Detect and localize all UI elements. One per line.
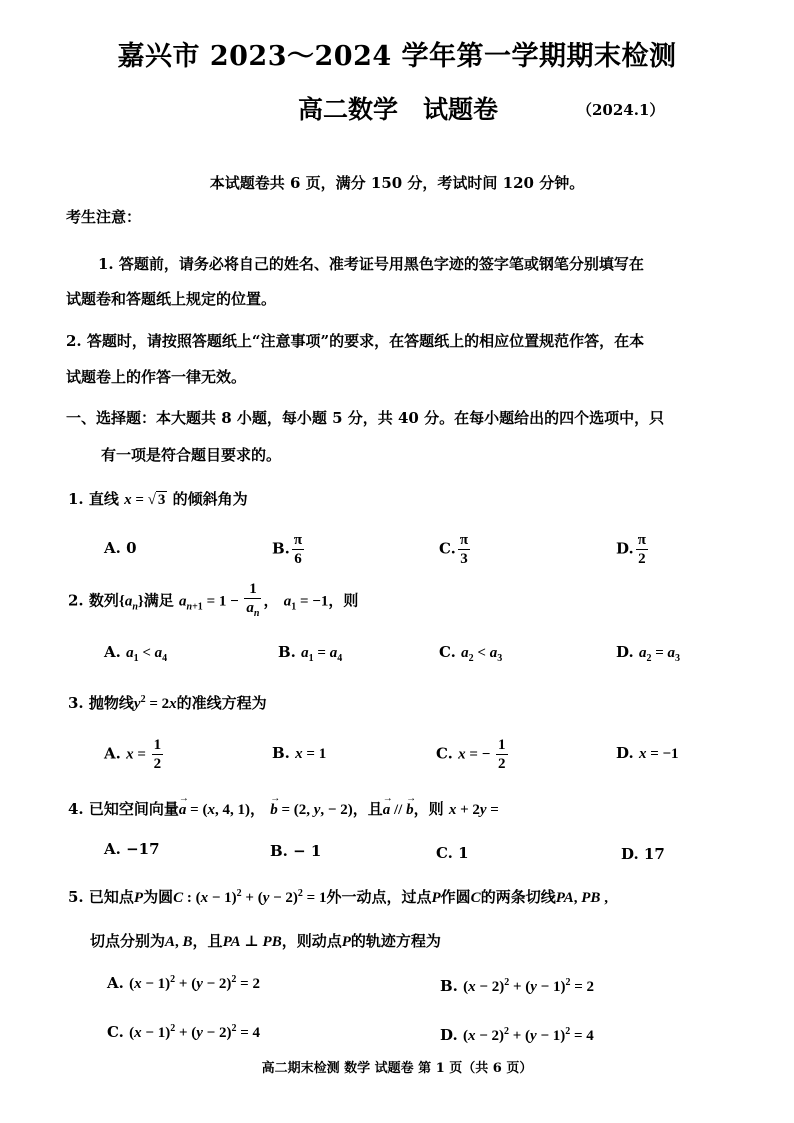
q1-option-b: B. $\frac{\pi}{6}$ [272, 532, 303, 567]
section-1-heading-cont: 有一项是符合题目要求的。 [101, 446, 282, 464]
q4-option-c: C. 1 [436, 844, 469, 862]
notice-1-line-1: 1. 答题前，请务必将自己的姓名、准考证号用黑色字迹的签字笔或钢笔分别填写在 [98, 255, 644, 273]
question-2: 2. 数列$\{a_n\}$满足 $a_{n+1} = 1$ − $\frac{1}{a_n}$ ， $a_1 = -1$，则 [68, 581, 359, 619]
section-1-heading: 一、选择题：本大题共 8 小题，每小题 5 分，共 40 分。在每小题给出的四个选项中，只 [66, 409, 665, 427]
page-title: 嘉兴市 2023～2024 学年第一学期期末检测 [117, 41, 677, 72]
q5-option-d: D. $(x - 2)^2 + (y - 1)^2 = 4$ [440, 1026, 594, 1044]
q3-option-d: D. x = −1 [616, 744, 679, 762]
q4-option-d: D. 17 [621, 845, 665, 863]
q3-option-c: C. x = − $\frac{1}{2}$ [436, 737, 506, 772]
page-subtitle: 高二数学 试题卷 [298, 95, 499, 124]
q2-option-a: A. $a_1 < a_4$ [104, 643, 168, 664]
q5-option-a: A. $(x - 1)^2 + (y - 2)^2 = 2$ [107, 974, 260, 992]
q1-option-c: C. $\frac{\pi}{3}$ [439, 532, 469, 567]
question-5: 5. 已知点P为圆C : $(x - 1)^2 + (y - 2)^2 = 1$外一动点，过点P作圆C的两条切线PA, PB , [68, 888, 608, 906]
exam-date: （2024.1） [577, 101, 665, 119]
notice-heading: 考生注意： [66, 208, 142, 226]
intro-text: 本试题卷共 6 页，满分 150 分，考试时间 120 分钟。 [209, 174, 585, 192]
q2-option-d: D. $a_2 = a_3$ [616, 643, 680, 664]
q5-option-b: B. $(x - 2)^2 + (y - 1)^2 = 2$ [440, 977, 595, 995]
q1-option-a: A. 0 [104, 539, 137, 557]
question-3: 3. 抛物线$y^2 = 2x$的准线方程为 [68, 694, 267, 712]
page-footer: 高二期末检测 数学 试题卷 第 1 页（共 6 页） [261, 1061, 533, 1076]
q1-option-d: D. $\frac{\pi}{2}$ [616, 532, 646, 567]
q3-option-a: A. x = $\frac{1}{2}$ [104, 737, 162, 772]
notice-2-line-1: 2. 答题时，请按照答题纸上“注意事项”的要求，在答题纸上的相应位置规范作答，在本 [66, 332, 645, 350]
q4-option-a: A. −17 [104, 840, 160, 858]
notice-2-line-2: 试题卷上的作答一律无效。 [66, 368, 247, 386]
q5-option-c: C. $(x - 1)^2 + (y - 2)^2 = 4$ [107, 1023, 261, 1041]
q2-option-c: C. $a_2 < a_3$ [439, 643, 503, 664]
question-5-cont: 切点分别为A, B，且PA ⊥ PB，则动点P的轨迹方程为 [90, 932, 441, 950]
q4-option-b: B. − 1 [270, 842, 322, 860]
q2-option-b: B. $a_1 = a_4$ [278, 643, 343, 664]
question-1: 1. 直线 x = √ 3 的倾斜角为 [68, 490, 248, 508]
notice-1-line-2: 试题卷和答题纸上规定的位置。 [66, 290, 277, 308]
question-4: 4. 已知空间向量 → a = (x, 4, 1)， → b = (2, y, − 2)，且 → a // → b，则 x + 2y = [68, 793, 499, 818]
q3-option-b: B. x = 1 [272, 744, 327, 762]
